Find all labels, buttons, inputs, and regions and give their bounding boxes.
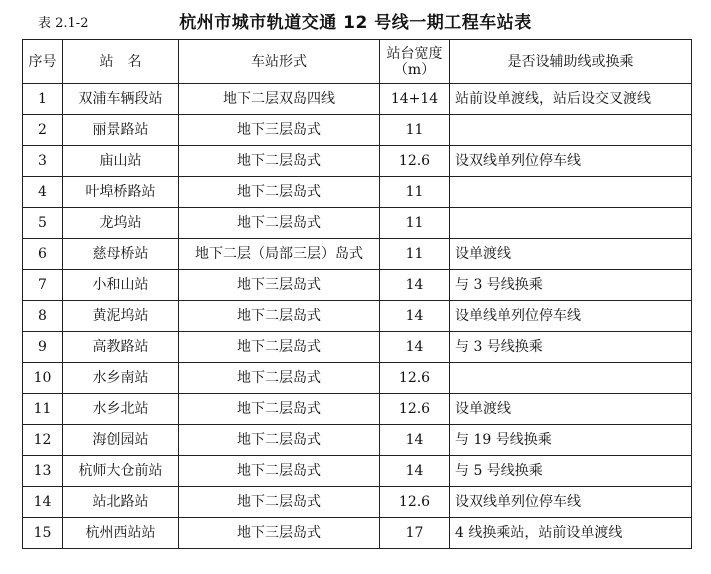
- cell-station-form: 地下三层岛式: [179, 270, 380, 301]
- header-aux-line-transfer: 是否设辅助线或换乘: [450, 40, 692, 84]
- cell-station-form: 地下三层岛式: [179, 518, 380, 549]
- cell-no: 6: [23, 239, 63, 270]
- cell-station-name: 杭州西站站: [63, 518, 179, 549]
- cell-station-name: 杭师大仓前站: [63, 456, 179, 487]
- cell-station-name: 龙坞站: [63, 208, 179, 239]
- header-platform-width-unit: （m）: [393, 61, 436, 78]
- cell-platform-width: 12.6: [380, 146, 450, 177]
- table-body: [23, 84, 692, 549]
- cell-no: 1: [23, 84, 63, 115]
- cell-no: 13: [23, 456, 63, 487]
- cell-platform-width: 14: [380, 425, 450, 456]
- cell-station-form: 地下二层岛式: [179, 208, 380, 239]
- table-row: [23, 518, 692, 549]
- cell-aux-line-transfer: [450, 363, 692, 394]
- table-row: [23, 301, 692, 332]
- cell-station-name: 站北路站: [63, 487, 179, 518]
- cell-station-form: 地下二层岛式: [179, 332, 380, 363]
- cell-no: 14: [23, 487, 63, 518]
- cell-no: 8: [23, 301, 63, 332]
- cell-no: 5: [23, 208, 63, 239]
- cell-aux-line-transfer: 与 3 号线换乘: [450, 270, 692, 301]
- cell-platform-width: 12.6: [380, 363, 450, 394]
- table-row: [23, 146, 692, 177]
- cell-aux-line-transfer: 与 3 号线换乘: [450, 332, 692, 363]
- cell-aux-line-transfer: 与 19 号线换乘: [450, 425, 692, 456]
- cell-platform-width: 14: [380, 301, 450, 332]
- station-table: [22, 39, 692, 549]
- header-no: 序号: [23, 40, 63, 84]
- cell-no: 12: [23, 425, 63, 456]
- cell-aux-line-transfer: 站前设单渡线，站后设交叉渡线: [450, 84, 692, 115]
- header-platform-width: [380, 40, 450, 84]
- cell-platform-width: 11: [380, 177, 450, 208]
- header-row: [23, 40, 692, 84]
- cell-station-name: 黄泥坞站: [63, 301, 179, 332]
- cell-platform-width: 11: [380, 239, 450, 270]
- cell-station-name: 庙山站: [63, 146, 179, 177]
- cell-station-name: 双浦车辆段站: [63, 84, 179, 115]
- cell-no: 15: [23, 518, 63, 549]
- header-station-form: 车站形式: [179, 40, 380, 84]
- cell-platform-width: 14: [380, 332, 450, 363]
- cell-station-form: 地下三层岛式: [179, 115, 380, 146]
- table-row: [23, 270, 692, 301]
- cell-no: 11: [23, 394, 63, 425]
- table-row: [23, 363, 692, 394]
- table-row: [23, 394, 692, 425]
- cell-station-name: 叶埠桥路站: [63, 177, 179, 208]
- table-row: [23, 208, 692, 239]
- cell-station-form: 地下二层岛式: [179, 456, 380, 487]
- cell-station-name: 慈母桥站: [63, 239, 179, 270]
- cell-station-form: 地下二层岛式: [179, 425, 380, 456]
- cell-station-name: 海创园站: [63, 425, 179, 456]
- table-row: [23, 239, 692, 270]
- cell-aux-line-transfer: 设单渡线: [450, 394, 692, 425]
- cell-aux-line-transfer: 与 5 号线换乘: [450, 456, 692, 487]
- cell-no: 2: [23, 115, 63, 146]
- header-platform-width-label: 站台宽度: [386, 45, 443, 62]
- cell-station-form: 地下二层岛式: [179, 487, 380, 518]
- cell-station-form: 地下二层岛式: [179, 146, 380, 177]
- table-row: [23, 332, 692, 363]
- cell-platform-width: 11: [380, 208, 450, 239]
- table-row: [23, 425, 692, 456]
- cell-station-name: 水乡南站: [63, 363, 179, 394]
- table-row: [23, 84, 692, 115]
- cell-aux-line-transfer: 4 线换乘站，站前设单渡线: [450, 518, 692, 549]
- cell-station-name: 水乡北站: [63, 394, 179, 425]
- cell-station-name: 小和山站: [63, 270, 179, 301]
- cell-station-form: 地下二层岛式: [179, 177, 380, 208]
- table-header: [23, 40, 692, 84]
- cell-station-name: 丽景路站: [63, 115, 179, 146]
- table-row: [23, 456, 692, 487]
- cell-station-form: 地下二层岛式: [179, 363, 380, 394]
- cell-aux-line-transfer: [450, 208, 692, 239]
- cell-station-form: 地下二层岛式: [179, 394, 380, 425]
- cell-aux-line-transfer: 设双线单列位停车线: [450, 146, 692, 177]
- header-station-name: 站 名: [63, 40, 179, 84]
- cell-aux-line-transfer: 设双线单列位停车线: [450, 487, 692, 518]
- cell-platform-width: 14: [380, 270, 450, 301]
- cell-no: 9: [23, 332, 63, 363]
- cell-aux-line-transfer: 设单渡线: [450, 239, 692, 270]
- cell-no: 10: [23, 363, 63, 394]
- cell-aux-line-transfer: 设单线单列位停车线: [450, 301, 692, 332]
- cell-platform-width: 11: [380, 115, 450, 146]
- cell-no: 7: [23, 270, 63, 301]
- cell-no: 4: [23, 177, 63, 208]
- cell-aux-line-transfer: [450, 115, 692, 146]
- cell-platform-width: 14: [380, 456, 450, 487]
- cell-platform-width: 12.6: [380, 487, 450, 518]
- table-number: 表 2.1-2: [38, 16, 89, 31]
- cell-no: 3: [23, 146, 63, 177]
- cell-platform-width: 14+14: [380, 84, 450, 115]
- cell-platform-width: 12.6: [380, 394, 450, 425]
- cell-station-form: 地下二层岛式: [179, 301, 380, 332]
- cell-station-name: 高教路站: [63, 332, 179, 363]
- cell-station-form: 地下二层双岛四线: [179, 84, 380, 115]
- cell-aux-line-transfer: [450, 177, 692, 208]
- table-row: [23, 177, 692, 208]
- table-row: [23, 487, 692, 518]
- table-title: 杭州市城市轨道交通 12 号线一期工程车站表: [179, 13, 532, 33]
- cell-station-form: 地下二层（局部三层）岛式: [179, 239, 380, 270]
- table-caption: [0, 0, 711, 40]
- table-row: [23, 115, 692, 146]
- cell-platform-width: 17: [380, 518, 450, 549]
